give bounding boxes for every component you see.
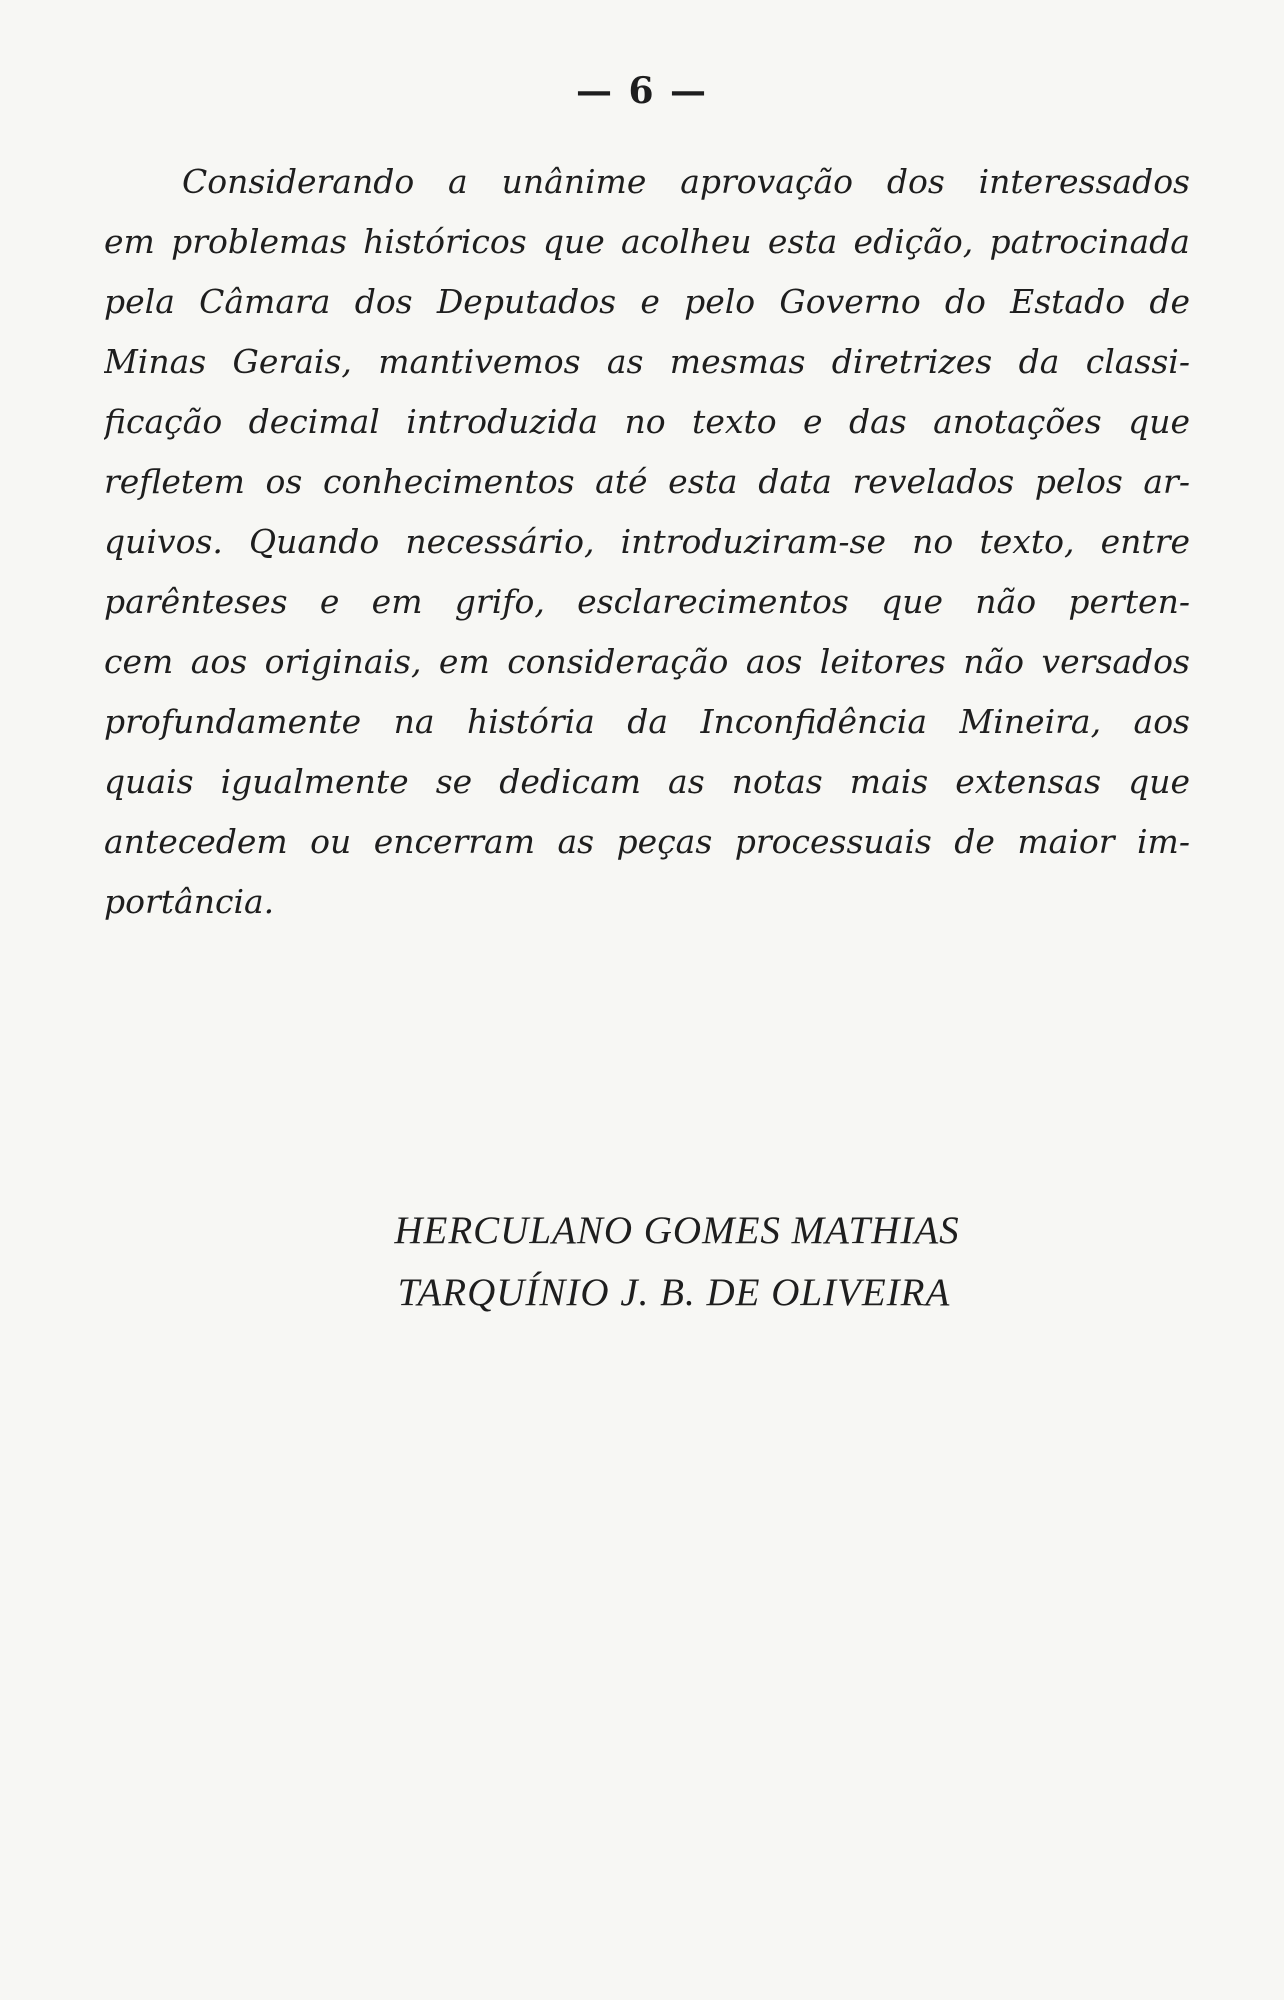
- page-number: — 6 —: [575, 70, 709, 112]
- body-line: Considerando a unânime aprovação dos interessados: [182, 162, 1190, 201]
- body-line: em problemas históricos que acolheu esta edição, patrocinada: [104, 222, 1190, 261]
- author-signature-1: HERCULANO GOMES MATHIAS: [394, 1209, 960, 1252]
- body-paragraph: [104, 152, 1190, 932]
- body-line: pela Câmara dos Deputados e pelo Governo do Estado de: [104, 282, 1190, 321]
- body-line: quais igualmente se dedicam as notas mais extensas que: [104, 762, 1190, 801]
- body-line: portância.: [104, 882, 275, 921]
- body-line: antecedem ou encerram as peças processuais de maior im-: [104, 822, 1190, 861]
- body-line: cem aos originais, em consideração aos leitores não versados: [104, 642, 1190, 681]
- author-signature-2: TARQUÍNIO J. B. DE OLIVEIRA: [397, 1271, 951, 1314]
- body-line: quivos. Quando necessário, introduziram-se no texto, entre: [104, 522, 1190, 561]
- body-line: ficação decimal introduzida no texto e das anotações que: [104, 402, 1190, 441]
- body-line: Minas Gerais, mantivemos as mesmas diretrizes da classi-: [104, 342, 1190, 381]
- signature-block: [0, 1200, 1284, 1324]
- body-line: parênteses e em grifo, esclarecimentos que não perten-: [104, 582, 1190, 621]
- body-line: profundamente na história da Inconfidência Mineira, aos: [104, 702, 1190, 741]
- body-line: refletem os conhecimentos até esta data revelados pelos ar-: [104, 462, 1190, 501]
